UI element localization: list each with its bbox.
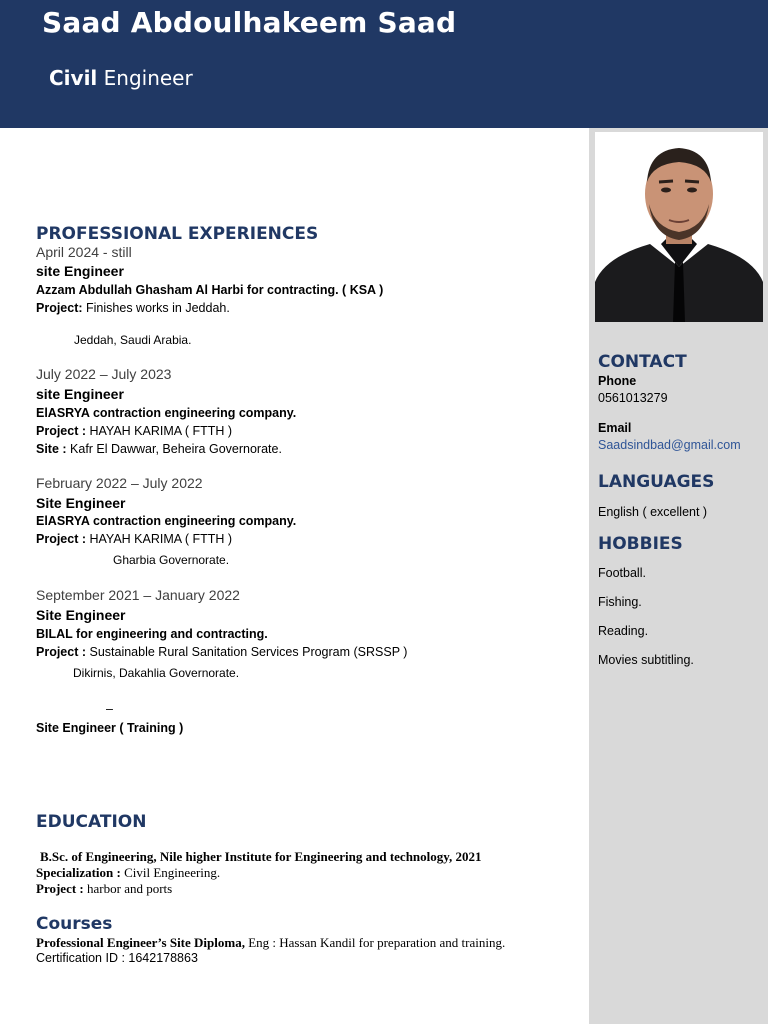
job-site-value: Kafr El Dawwar, Beheira Governorate. <box>66 442 282 456</box>
job-company: ElASRYA contraction engineering company. <box>36 514 297 528</box>
contact-heading: CONTACT <box>598 352 687 372</box>
profile-photo <box>595 132 763 322</box>
hobbies-heading: HOBBIES <box>598 534 683 554</box>
training-dash: – <box>106 702 113 716</box>
experience-heading: PROFESSIONAL EXPERIENCES <box>36 224 319 244</box>
course-title: Professional Engineer’s Site Diploma, <box>36 935 245 950</box>
job-project <box>36 301 230 315</box>
job-site <box>36 442 282 456</box>
course-detail: Eng : Hassan Kandil for preparation and training. <box>244 935 506 950</box>
job-project <box>36 645 407 659</box>
job-date: July 2022 – July 2023 <box>36 366 172 382</box>
education-heading: EDUCATION <box>36 812 147 832</box>
spec-value: Civil Engineering. <box>120 865 221 880</box>
sidebar <box>589 128 768 1024</box>
job-role: site Engineer <box>36 386 124 402</box>
course-item <box>36 935 505 951</box>
job-role: Site Engineer <box>36 607 126 623</box>
hobby-item: Reading. <box>598 624 649 638</box>
job-title-rest: Engineer <box>97 66 193 90</box>
job-company: ElASRYA contraction engineering company. <box>36 406 297 420</box>
job-date: April 2024 - still <box>36 244 132 260</box>
phone-label: Phone <box>598 374 637 388</box>
edu-project-label: Project : <box>36 881 84 896</box>
job-role: Site Engineer <box>36 495 126 511</box>
job-project-value: Finishes works in Jeddah. <box>82 301 230 315</box>
job-role: site Engineer <box>36 263 124 279</box>
job-project-label: Project: <box>36 301 83 315</box>
training-role: Site Engineer ( Training ) <box>36 721 184 735</box>
job-project <box>36 424 232 438</box>
email-link[interactable]: Saadsindbad@gmail.com <box>598 438 741 452</box>
education-project <box>36 881 172 897</box>
candidate-name: Saad Abdoulhakeem Saad <box>42 6 457 39</box>
email-label: Email <box>598 421 632 435</box>
job-project <box>36 532 232 546</box>
profile-photo-illustration <box>595 132 763 322</box>
job-project-label: Project : <box>36 645 87 659</box>
languages-heading: LANGUAGES <box>598 472 715 492</box>
job-site-label: Site : <box>36 442 67 456</box>
job-title-bold: Civil <box>49 66 98 90</box>
education-specialization <box>36 865 220 881</box>
header-banner <box>0 0 768 128</box>
job-date: September 2021 – January 2022 <box>36 587 240 603</box>
job-company: Azzam Abdullah Ghasham Al Harbi for contracting. ( KSA ) <box>36 283 384 297</box>
job-project-label: Project : <box>36 532 87 546</box>
language-english: English ( excellent ) <box>598 505 708 519</box>
certification-id: Certification ID : 1642178863 <box>36 951 198 965</box>
job-project-value: HAYAH KARIMA ( FTTH ) <box>86 532 233 546</box>
spec-label: Specialization : <box>36 865 121 880</box>
hobby-item: Football. <box>598 566 646 580</box>
courses-heading: Courses <box>36 914 113 934</box>
job-project-value: Sustainable Rural Sanitation Services Program (SRSSP ) <box>86 645 408 659</box>
phone-value[interactable]: 0561013279 <box>598 391 668 405</box>
hobby-item: Movies subtitling. <box>598 653 694 667</box>
job-project-label: Project : <box>36 424 87 438</box>
job-project-value: HAYAH KARIMA ( FTTH ) <box>86 424 233 438</box>
education-degree: B.Sc. of Engineering, Nile higher Institute for Engineering and technology, 2021 <box>40 849 482 864</box>
job-location: Gharbia Governorate. <box>113 553 230 567</box>
job-title <box>49 66 193 90</box>
job-location: Dikirnis, Dakahlia Governorate. <box>73 666 240 680</box>
job-company: BILAL for engineering and contracting. <box>36 627 268 641</box>
job-location: Jeddah, Saudi Arabia. <box>74 333 192 347</box>
job-date: February 2022 – July 2022 <box>36 475 203 491</box>
hobby-item: Fishing. <box>598 595 642 609</box>
edu-project-value: harbor and ports <box>83 881 173 896</box>
